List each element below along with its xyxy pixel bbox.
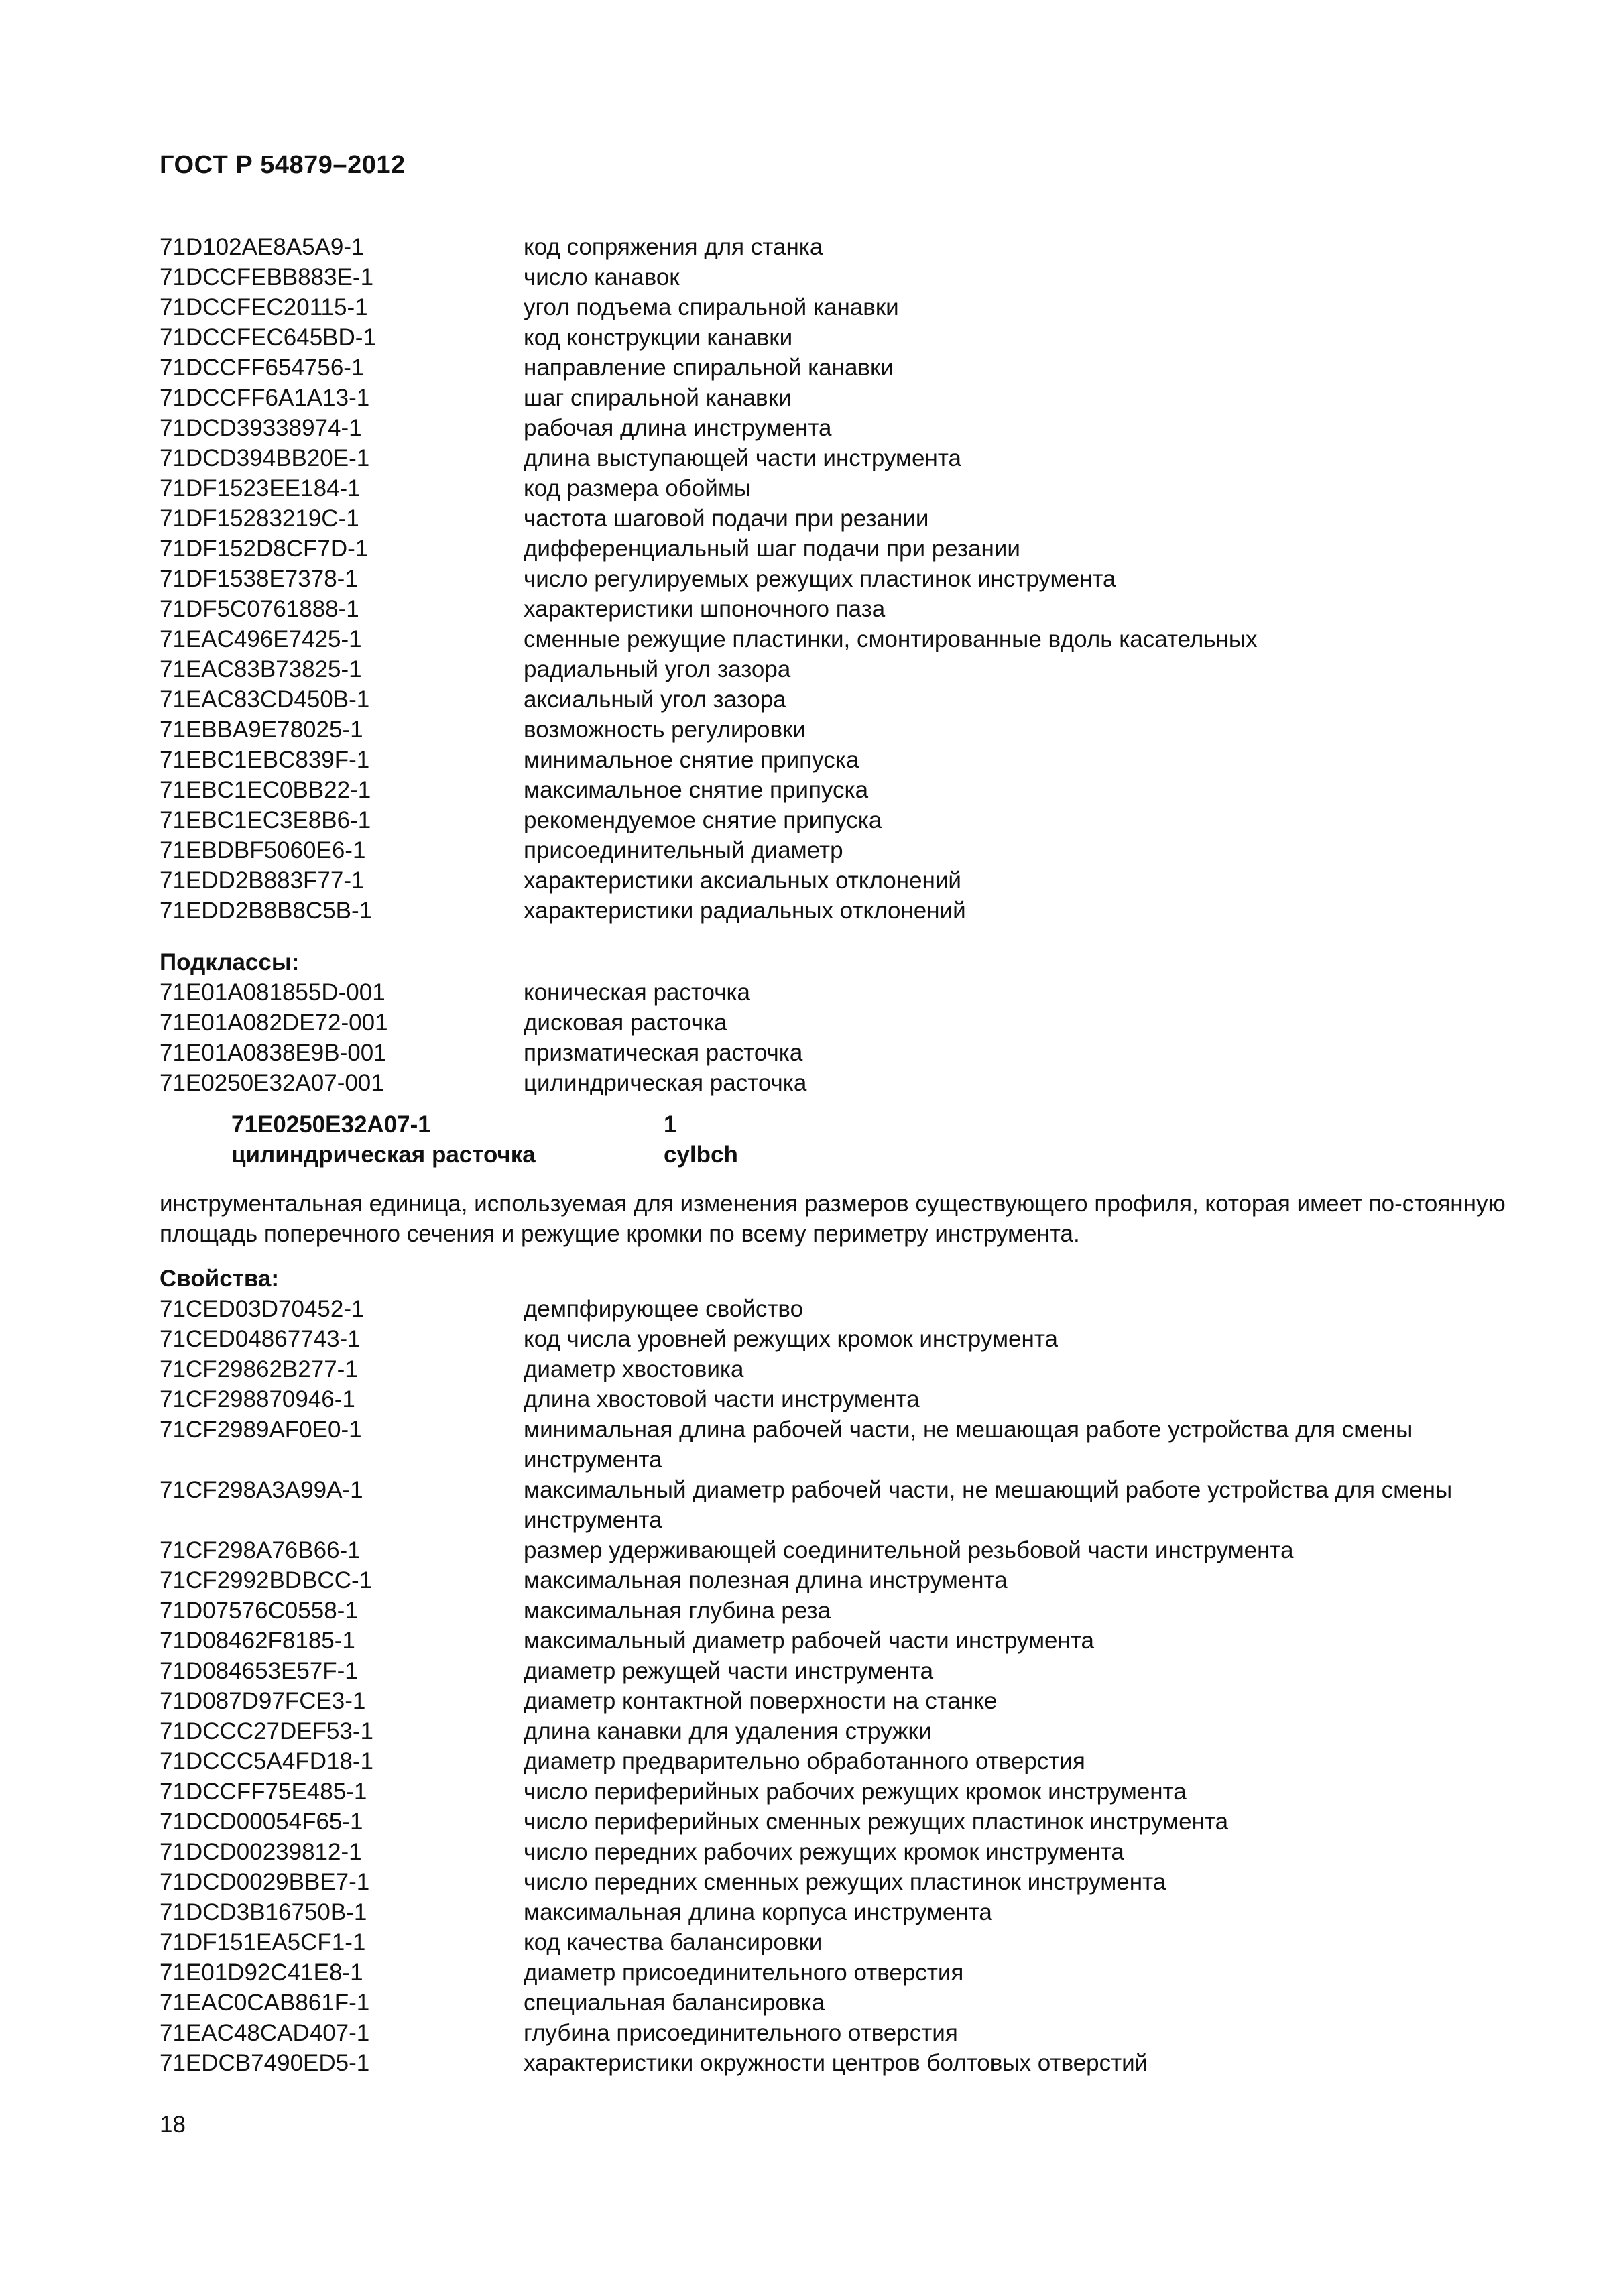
subclasses-label: Подклассы: [160,949,300,975]
list-item [160,745,1527,775]
property-description: рекомендуемое снятие припуска [524,807,882,833]
property-code: 71EDD2B883F77-1 [160,867,365,894]
list-item [160,322,1527,353]
property-code: 71DF5C0761888-1 [160,596,359,622]
property-code: 71DF15283219C-1 [160,505,359,532]
property-code: 71EBDBF5060E6-1 [160,837,366,863]
entry-name: цилиндрическая расточка [231,1142,536,1168]
list-item [160,594,1527,624]
property-description: максимальная глубина реза [524,1597,831,1624]
property-description: код сопряжения для станка [524,234,823,260]
property-description: максимальное снятие припуска [524,777,869,803]
subclasses-list [160,977,1527,1098]
list-item [160,1414,1527,1475]
list-item [160,1324,1527,1354]
entry-short-name: cylbch [664,1142,738,1168]
property-description: глубина присоединительного отверстия [524,2020,958,2046]
property-code: 71EBC1EC3E8B6-1 [160,807,371,833]
definition-paragraph: инструментальная единица, используемая для изменения размеров существующего профиля, которая имеет по-стоянную площадь поперечного сечения и режущие кромки по всему периметру инструмента. [160,1191,1506,1247]
property-code: 71DCCFEC20115-1 [160,294,368,320]
list-item [160,1038,1527,1068]
property-code: 71EAC496E7425-1 [160,626,362,652]
list-item [160,443,1527,473]
property-description: призматическая расточка [524,1040,803,1066]
property-description: возможность регулировки [524,717,806,743]
entry-version: 1 [664,1111,677,1138]
property-code: 71CF2989AF0E0-1 [160,1416,362,1443]
property-code: 71DF1538E7378-1 [160,566,358,592]
properties-top-list [160,232,1527,926]
property-code: 71EDCB7490ED5-1 [160,2050,370,2076]
property-code: 71CF2992BDBCC-1 [160,1567,373,1593]
property-description: число передних сменных режущих пластинок инструмента [524,1869,1166,1895]
property-code: 71DCCC5A4FD18-1 [160,1748,374,1774]
property-code: 71D084653E57F-1 [160,1658,358,1684]
list-item [160,383,1527,413]
property-code: 71D08462F8185-1 [160,1628,355,1654]
property-description: коническая расточка [524,979,751,1006]
list-item [160,1354,1527,1384]
property-code: 71D102AE8A5A9-1 [160,234,365,260]
property-description: длина выступающей части инструмента [524,445,961,471]
entry-code: 71E0250E32A07-1 [231,1111,431,1138]
list-item [160,292,1527,322]
property-description: максимальный диаметр рабочей части инструмента [524,1628,1094,1654]
property-description: рабочая длина инструмента [524,415,832,441]
property-code: 71DCD39338974-1 [160,415,362,441]
property-description: радиальный угол зазора [524,656,791,682]
list-item [160,654,1527,684]
property-code: 71CF298A3A99A-1 [160,1477,363,1503]
list-item [160,1897,1527,1927]
property-code: 71CF298870946-1 [160,1386,355,1412]
property-description: диаметр режущей части инструмента [524,1658,934,1684]
list-item [160,1807,1527,1837]
property-description: максимальная полезная длина инструмента [524,1567,1008,1593]
list-item [160,353,1527,383]
property-description: код конструкции канавки [524,324,793,351]
list-item [160,1716,1527,1746]
list-item [160,715,1527,745]
property-code: 71DCD394BB20E-1 [160,445,370,471]
property-description: минимальная длина рабочей части, не мешающая работе устройства для смены инструмента [524,1416,1413,1473]
list-item [160,2048,1527,2078]
page-header: ГОСТ Р 54879–2012 [160,151,406,179]
list-item [160,684,1527,715]
list-item [160,1927,1527,1957]
list-item [160,2018,1527,2048]
list-item [160,1294,1527,1324]
property-description: шаг спиральной канавки [524,385,792,411]
property-code: 71DCCFF6A1A13-1 [160,385,370,411]
property-code: 71EDD2B8B8C5B-1 [160,898,373,924]
list-item [160,977,1527,1008]
property-description: код числа уровней режущих кромок инструмента [524,1326,1058,1352]
list-item [160,896,1527,926]
property-code: 71EAC0CAB861F-1 [160,1990,370,2016]
property-description: диаметр присоединительного отверстия [524,1959,964,1986]
property-description: максимальная длина корпуса инструмента [524,1899,992,1925]
property-description: характеристики шпоночного паза [524,596,886,622]
property-code: 71E01A081855D-001 [160,979,385,1006]
property-description: угол подъема спиральной канавки [524,294,899,320]
property-code: 71EAC83B73825-1 [160,656,362,682]
property-description: код качества балансировки [524,1929,823,1955]
list-item [160,1776,1527,1807]
page-number: 18 [160,2112,186,2138]
list-item [160,1746,1527,1776]
property-description: код размера обоймы [524,475,752,501]
property-code: 71E01D92C41E8-1 [160,1959,363,1986]
list-item [160,1867,1527,1897]
properties-section [160,1264,1527,2078]
list-item [160,1626,1527,1656]
list-item [160,1837,1527,1867]
property-code: 71DCD3B16750B-1 [160,1899,367,1925]
list-item [160,865,1527,896]
property-description: специальная балансировка [524,1990,825,2016]
properties-list [160,1294,1527,2078]
property-code: 71DCD0029BBE7-1 [160,1869,370,1895]
property-description: диаметр контактной поверхности на станке [524,1688,998,1714]
property-description: минимальное снятие припуска [524,747,859,773]
property-description: размер удерживающей соединительной резьбовой части инструмента [524,1537,1294,1563]
list-item [160,775,1527,805]
property-code: 71DF152D8CF7D-1 [160,536,369,562]
property-description: число регулируемых режущих пластинок инструмента [524,566,1116,592]
subclasses-section [160,947,1527,1098]
property-description: дифференциальный шаг подачи при резании [524,536,1020,562]
list-item [160,624,1527,654]
list-item [160,1384,1527,1414]
property-description: частота шаговой подачи при резании [524,505,929,532]
property-description: направление спиральной канавки [524,355,894,381]
list-item [160,473,1527,503]
property-description: число канавок [524,264,680,290]
property-code: 71EBC1EBC839F-1 [160,747,370,773]
property-description: число передних рабочих режущих кромок инструмента [524,1839,1124,1865]
property-code: 71EAC48CAD407-1 [160,2020,370,2046]
list-item [160,1535,1527,1565]
property-description: характеристики окружности центров болтовых отверстий [524,2050,1148,2076]
property-code: 71DCCFEC645BD-1 [160,324,376,351]
class-entry-heading [231,1109,738,1170]
property-description: характеристики аксиальных отклонений [524,867,961,894]
list-item [160,805,1527,835]
property-code: 71DCCC27DEF53-1 [160,1718,374,1744]
property-description: аксиальный угол зазора [524,686,786,713]
property-code: 71E01A082DE72-001 [160,1010,388,1036]
property-code: 71DF151EA5CF1-1 [160,1929,366,1955]
list-item [160,564,1527,594]
property-description: число периферийных рабочих режущих кромок инструмента [524,1778,1187,1805]
property-code: 71D07576C0558-1 [160,1597,358,1624]
property-code: 71CF29862B277-1 [160,1356,358,1382]
list-item [160,1475,1527,1535]
property-description: цилиндрическая расточка [524,1070,807,1096]
property-code: 71E0250E32A07-001 [160,1070,384,1096]
property-code: 71EBBA9E78025-1 [160,717,363,743]
property-description: демпфирующее свойство [524,1296,804,1322]
property-description: длина хвостовой части инструмента [524,1386,920,1412]
entry-row-2 [231,1140,738,1170]
property-code: 71EAC83CD450B-1 [160,686,370,713]
property-description: диаметр предварительно обработанного отверстия [524,1748,1085,1774]
property-code: 71DCD00239812-1 [160,1839,362,1865]
list-item [160,1068,1527,1098]
property-code: 71CED04867743-1 [160,1326,361,1352]
property-code: 71CED03D70452-1 [160,1296,365,1322]
list-item [160,1595,1527,1626]
property-description: дисковая расточка [524,1010,727,1036]
property-code: 71EBC1EC0BB22-1 [160,777,371,803]
property-code: 71E01A0838E9B-001 [160,1040,387,1066]
property-description: длина канавки для удаления стружки [524,1718,932,1744]
list-item [160,413,1527,443]
property-code: 71CF298A76B66-1 [160,1537,361,1563]
property-code: 71DCCFF654756-1 [160,355,365,381]
property-code: 71DCCFF75E485-1 [160,1778,367,1805]
list-item [160,1988,1527,2018]
list-item [160,503,1527,534]
list-item [160,1686,1527,1716]
property-description: сменные режущие пластинки, смонтированные вдоль касательных [524,626,1258,652]
properties-label: Свойства: [160,1266,280,1292]
property-description: число периферийных сменных режущих пластинок инструмента [524,1809,1229,1835]
property-description: диаметр хвостовика [524,1356,744,1382]
property-description: характеристики радиальных отклонений [524,898,966,924]
property-code: 71DCD00054F65-1 [160,1809,363,1835]
list-item [160,835,1527,865]
property-code: 71DCCFEBB883E-1 [160,264,374,290]
list-item [160,534,1527,564]
property-description: максимальный диаметр рабочей части, не мешающий работе устройства для смены инструмента [524,1477,1453,1533]
property-code: 71D087D97FCE3-1 [160,1688,366,1714]
list-item [160,1656,1527,1686]
property-code: 71DF1523EE184-1 [160,475,361,501]
list-item [160,262,1527,292]
list-item [160,1008,1527,1038]
property-description: присоединительный диаметр [524,837,843,863]
list-item [160,1957,1527,1988]
list-item [160,232,1527,262]
list-item [160,1565,1527,1595]
entry-row-1 [231,1109,738,1140]
